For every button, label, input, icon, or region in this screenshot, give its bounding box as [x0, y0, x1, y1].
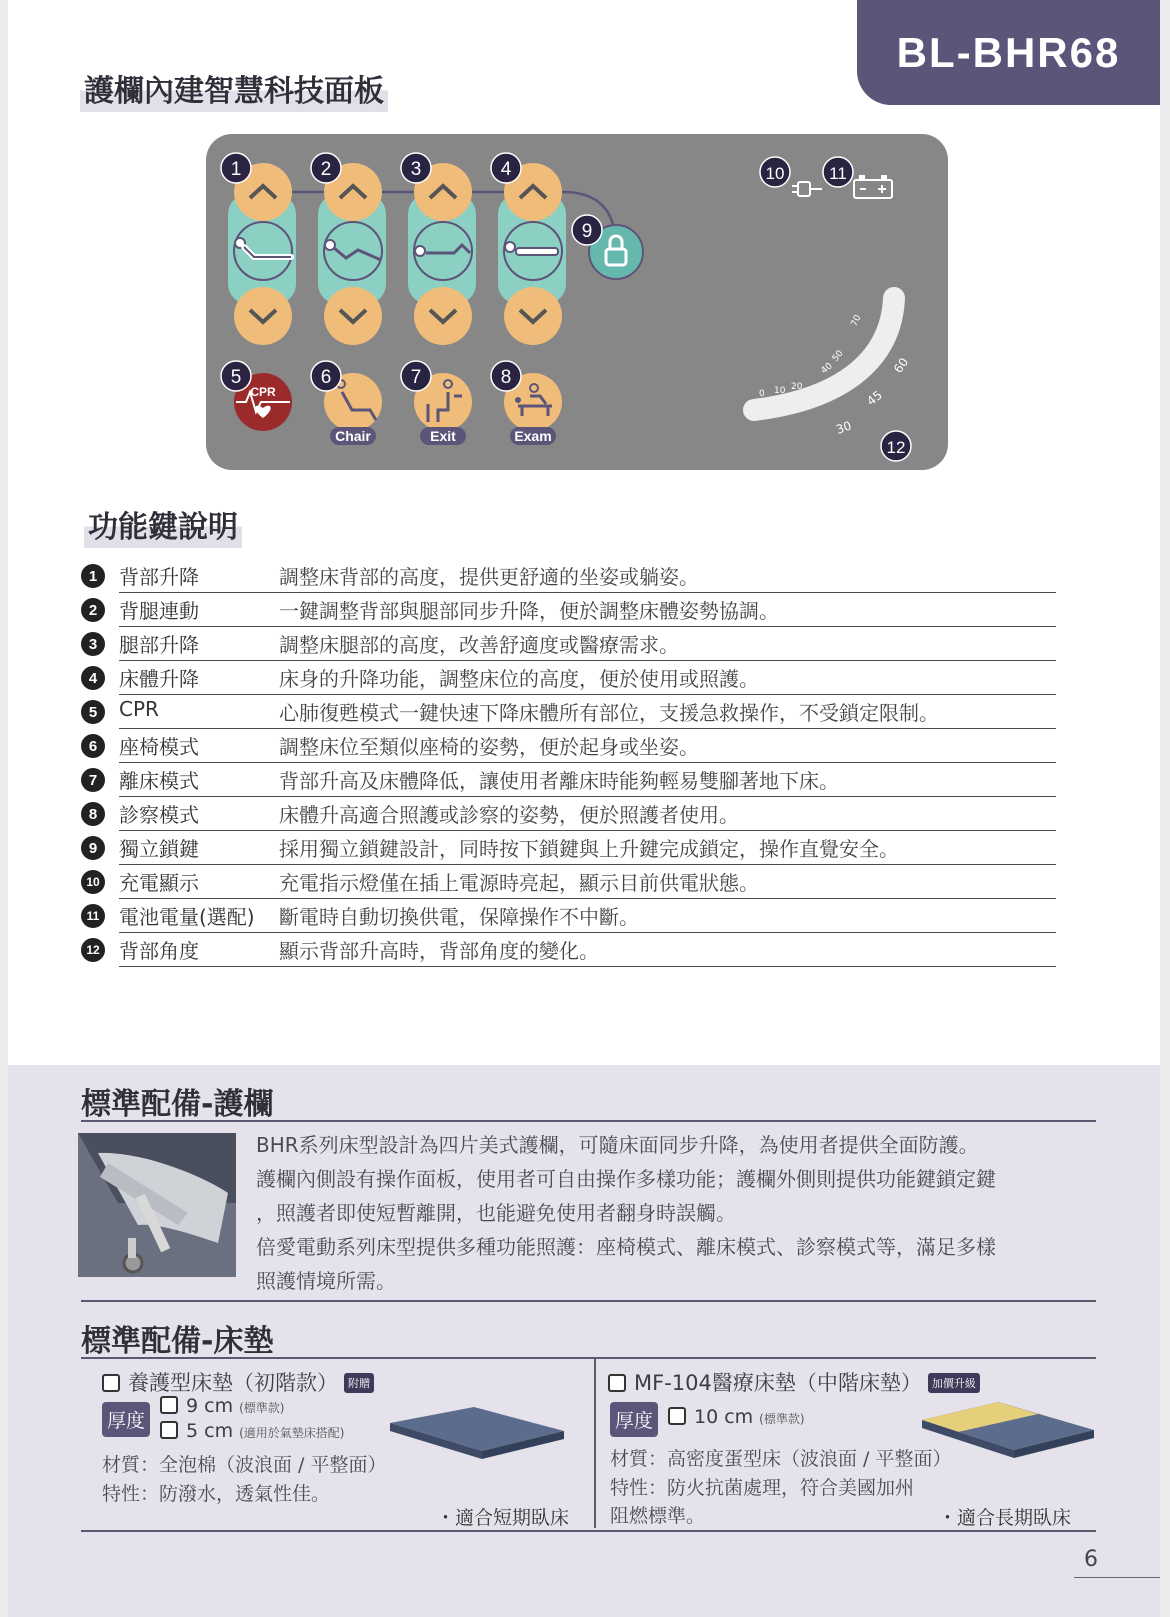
mattress-left-suitability: ・適合短期臥床: [436, 1507, 570, 1529]
rails-description: BHR系列床型設計為四片美式護欄，可隨床面同步升降，為使用者提供全面防護。 護欄內側設有操作面板，使用者可自由操作多樣功能；護欄外側則提供功能鍵鎖定鍵 ，照護者即使短暫離開，也能避免使用者翻身時誤觸。 倍愛電動系列床型提供多種功能照護：座椅模式、離床模式、診察模式等，滿足多樣 照護情境所需。: [256, 1133, 996, 1293]
badge-1: 1: [230, 159, 242, 180]
thickness-label: 厚度: [610, 1402, 658, 1437]
button-column-1: [228, 163, 296, 345]
control-panel: [206, 134, 948, 470]
mattress-section-title: 標準配備-床墊: [81, 1324, 274, 1359]
button-column-2: [318, 163, 386, 345]
thickness-option-9cm[interactable]: 9 cm (標準款): [160, 1395, 284, 1417]
cpr-label: CPR: [250, 385, 276, 399]
svg-text:10: 10: [774, 386, 786, 396]
legend-item: 11 電池電量(選配) 斷電時自動切換供電，保障操作不中斷。: [81, 900, 1056, 933]
exam-label: Exam: [514, 428, 552, 444]
svg-text:70: 70: [849, 313, 864, 329]
mattress-right-feature: 特性：防火抗菌處理，符合美國加州: [610, 1477, 915, 1499]
legend-item: 2 背腿連動 一鍵調整背部與腿部同步升降，便於調整床體姿勢協調。: [81, 594, 1056, 627]
badge-11: 11: [829, 164, 847, 183]
gift-tag: 附贈: [344, 1373, 374, 1393]
mattress-left-title: 養護型床墊（初階款） 附贈: [102, 1367, 374, 1397]
mattress-left-image: [386, 1405, 568, 1461]
mattress-left-checkbox[interactable]: [102, 1374, 120, 1392]
chair-label: Chair: [335, 428, 371, 444]
plug-icon: [792, 182, 822, 196]
divider: [81, 1300, 1096, 1302]
badge-6: 6: [320, 367, 332, 388]
legend-item: 3 腿部升降 調整床腿部的高度，改善舒適度或醫療需求。: [81, 628, 1056, 661]
badge-9: 9: [581, 221, 593, 242]
legend-item: 7 離床模式 背部升高及床體降低，讓使用者離床時能夠輕易雙腳著地下床。: [81, 764, 1056, 797]
legend-item: 6 座椅模式 調整床位至類似座椅的姿勢，便於起身或坐姿。: [81, 730, 1056, 763]
svg-text:60: 60: [890, 355, 912, 376]
thickness-option-10cm[interactable]: 10 cm (標準款): [668, 1406, 805, 1428]
legend-item: 5 CPR 心肺復甦模式一鍵快速下降床體所有部位，支援急救操作，不受鎖定限制。: [81, 696, 1056, 729]
panel-section-title: 護欄內建智慧科技面板: [80, 64, 388, 112]
legend-item: 1 背部升降 調整床背部的高度，提供更舒適的坐姿或躺姿。: [81, 560, 1056, 593]
page: [8, 0, 1160, 1617]
mattress-right-material: 材質：高密度蛋型床（波浪面 / 平整面）: [610, 1448, 952, 1470]
mattress-right-feature-cont: 阻燃標準。: [610, 1505, 706, 1527]
divider: [81, 1530, 1096, 1532]
back-leg-down-button[interactable]: [324, 287, 382, 345]
badge-3: 3: [410, 159, 422, 180]
mattress-right-checkbox[interactable]: [608, 1374, 626, 1392]
back-down-button[interactable]: [234, 287, 292, 345]
svg-text:0: 0: [759, 389, 765, 399]
divider: [81, 1357, 1096, 1359]
svg-text:30: 30: [834, 418, 854, 437]
mattress-left-feature: 特性：防潑水，透氣性佳。: [102, 1483, 331, 1505]
legend-item: 8 診察模式 床體升高適合照護或診察的姿勢，便於照護者使用。: [81, 798, 1056, 831]
rails-section-title: 標準配備-護欄: [81, 1087, 274, 1122]
badge-8: 8: [500, 367, 512, 388]
thickness-option-5cm[interactable]: 5 cm (適用於氣墊床搭配): [160, 1420, 344, 1442]
badge-12: 12: [886, 438, 906, 457]
leg-down-button[interactable]: [414, 287, 472, 345]
model-tab: BL-BHR68: [857, 0, 1160, 105]
legend-item: 9 獨立鎖鍵 採用獨立鎖鍵設計，同時按下鎖鍵與上升鍵完成鎖定，操作直覺安全。: [81, 832, 1056, 865]
badge-4: 4: [500, 159, 512, 180]
legend-title: 功能鍵說明: [84, 500, 242, 548]
svg-text:20: 20: [791, 382, 803, 392]
page-number: 6: [1084, 1547, 1098, 1572]
exit-label: Exit: [430, 428, 456, 444]
page-number-rule: [1074, 1577, 1160, 1578]
upgrade-tag: 加價升級: [928, 1373, 980, 1393]
back-angle-gauge: [754, 298, 911, 437]
control-panel-graphic: [206, 134, 948, 470]
badge-7: 7: [410, 367, 422, 388]
mattress-right-title: MF-104醫療床墊（中階床墊） 加價升級: [608, 1367, 980, 1397]
legend-item: 12 背部角度 顯示背部升高時，背部角度的變化。: [81, 934, 1056, 967]
thickness-label: 厚度: [102, 1402, 150, 1437]
side-rail-photo: [78, 1133, 236, 1277]
badge-10: 10: [765, 164, 785, 183]
button-column-3: [408, 163, 476, 345]
badge-5: 5: [230, 367, 242, 388]
legend-item: 4 床體升降 床身的升降功能，調整床位的高度，便於使用或照護。: [81, 662, 1056, 695]
button-column-4: [498, 163, 566, 345]
divider: [81, 1120, 1096, 1122]
svg-text:40: 40: [819, 361, 835, 377]
svg-text:45: 45: [864, 387, 885, 409]
badge-2: 2: [320, 159, 332, 180]
svg-text:50: 50: [830, 348, 846, 364]
mattress-right-suitability: ・適合長期臥床: [938, 1507, 1072, 1529]
bed-down-button[interactable]: [504, 287, 562, 345]
battery-icon: [854, 175, 892, 198]
column-divider: [594, 1359, 596, 1528]
mattress-left-material: 材質：全泡棉（波浪面 / 平整面）: [102, 1454, 387, 1476]
legend-item: 10 充電顯示 充電指示燈僅在插上電源時亮起，顯示目前供電狀態。: [81, 866, 1056, 899]
